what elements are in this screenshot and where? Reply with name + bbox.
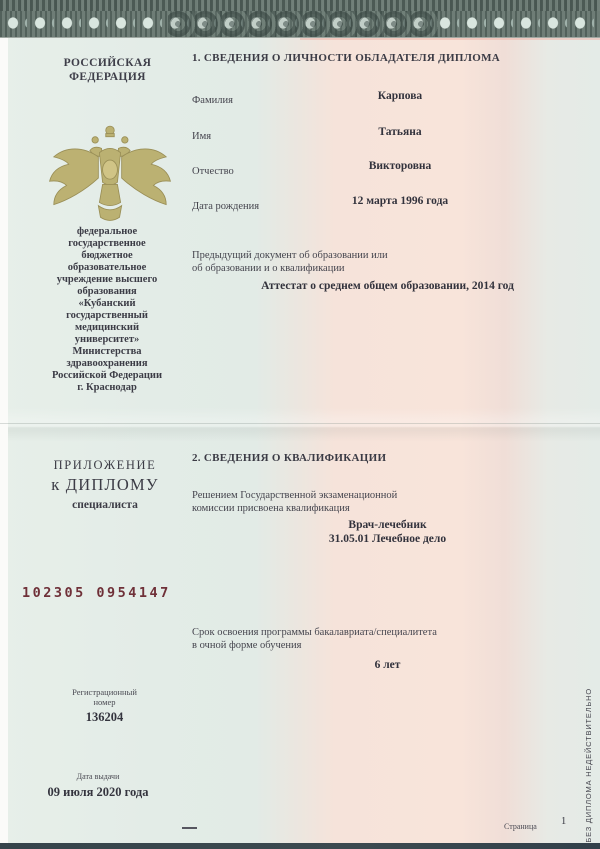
country-title [30, 56, 185, 84]
page-label: Страница [504, 822, 537, 831]
institution-line: учреждение высшего [56, 274, 158, 285]
registration-number-value: 136204 [85, 710, 124, 724]
supplement-word: ПРИЛОЖЕНИЕ [53, 458, 157, 472]
qualification-label [192, 489, 397, 515]
paper-fold-line [0, 423, 600, 424]
institution-line: г. Краснодар [77, 382, 137, 393]
page-number: 1 [561, 816, 567, 827]
qualification-label-line2: комиссии присвоена квалификация [192, 503, 350, 514]
registration-label-line2: номер [93, 697, 116, 707]
birthdate-value: 12 марта 1996 года [351, 195, 449, 207]
bottom-dark-edge [0, 843, 600, 849]
institution-line: образовательное [67, 262, 147, 273]
patronymic-value: Викторовна [368, 160, 432, 172]
institution-line: Министерства [72, 346, 142, 357]
institution-name [18, 226, 196, 394]
surname-label: Фамилия [192, 95, 233, 106]
qualification-label-line1: Решением Государственной экзаменационной [192, 490, 398, 501]
registration-number-label [32, 687, 177, 707]
patronymic-label: Отчество [192, 166, 234, 177]
institution-line: государственное [68, 238, 146, 249]
guilloche-border-band [0, 0, 600, 38]
previous-document-label-line1: Предыдущий документ об образовании или [192, 250, 388, 261]
registration-number-block [32, 687, 177, 725]
institution-line: образования [77, 286, 137, 297]
institution-line: федеральное [76, 226, 138, 237]
specialty-code-value: 31.05.01 Лечебное дело [328, 533, 447, 545]
document-type-title [22, 458, 188, 511]
to-diploma-word: к ДИПЛОМУ [51, 475, 159, 494]
study-period-label [192, 626, 437, 652]
institution-line: государственный [66, 310, 148, 321]
signature-dash [182, 827, 197, 829]
institution-line: Российской Федерации [51, 370, 163, 381]
issue-date-value: 09 июля 2020 года [47, 785, 149, 799]
firstname-value: Татьяна [378, 126, 422, 138]
study-period-label-line2: в очной форме обучения [192, 640, 302, 651]
page-left-margin [0, 0, 8, 849]
previous-document-label-line2: об образовании и о квалификации [192, 263, 345, 274]
institution-line: «Кубанский [78, 298, 136, 309]
institution-line: университет» [74, 334, 140, 345]
country-line1: РОССИЙСКАЯ [63, 57, 152, 69]
form-serial-number: 102305 0954147 [22, 585, 171, 601]
issue-date-label: Дата выдачи [76, 772, 120, 781]
institution-line: здравоохранения [66, 358, 148, 369]
double-headed-eagle-icon [46, 124, 174, 230]
previous-document-label [192, 249, 388, 275]
qualification-value: Врач-лечебник [348, 519, 427, 531]
surname-value: Карпова [377, 90, 423, 102]
institution-line: бюджетное [81, 250, 133, 261]
study-period-label-line1: Срок освоения программы бакалавриата/специалитета [192, 627, 437, 638]
invalid-without-diploma-note: БЕЗ ДИПЛОМА НЕДЕЙСТВИТЕЛЬНО [584, 688, 593, 843]
previous-document-value: Аттестат о среднем общем образовании, 2014 год [261, 280, 514, 292]
issue-date-block [22, 772, 174, 800]
band-pink-underline [300, 38, 600, 40]
specialist-word: специалиста [72, 499, 138, 511]
registration-label-line1: Регистрационный [72, 687, 137, 697]
country-line2: ФЕДЕРАЦИЯ [69, 71, 146, 83]
section2-title: 2. СВЕДЕНИЯ О КВАЛИФИКАЦИИ [192, 452, 387, 464]
firstname-label: Имя [192, 131, 212, 142]
section1-title: 1. СВЕДЕНИЯ О ЛИЧНОСТИ ОБЛАДАТЕЛЯ ДИПЛОМА [192, 52, 501, 64]
institution-line: медицинский [75, 322, 139, 333]
study-period-value: 6 лет [374, 659, 401, 671]
birthdate-label: Дата рождения [192, 201, 260, 212]
